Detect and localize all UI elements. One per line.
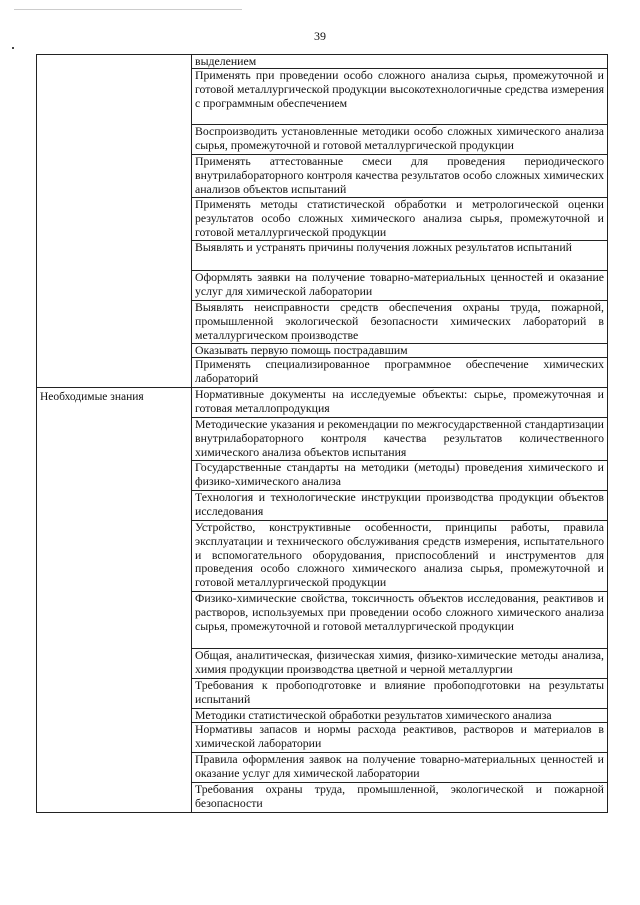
list-item: Методические указания и рекомендации по межгосударственной стандартизации внутрилабораторного контроля качества результатов количественного химического анализа объектов испытания (192, 418, 607, 461)
skills-list (192, 55, 608, 388)
list-item: Государственные стандарты на методики (методы) проведения химического и физико-химического анализа (192, 461, 607, 491)
list-item: Нормативы запасов и нормы расхода реактивов, растворов и материалов в химической лаборатории (192, 723, 607, 753)
list-item: Воспроизводить установленные методики особо сложных химического анализа сырья, промежуточной и готовой металлургической продукции (192, 125, 607, 155)
list-item: Устройство, конструктивные особенности, принципы работы, правила эксплуатации и технического обслуживания средств измерения, испытательного и вспомогательного оборудования, приспособлений и инструментов для проведения особо сложного химического анализа сырья, промежуточной и готовой металлургической продукции (192, 521, 607, 592)
table-row-knowledge (37, 388, 608, 813)
page-number: 39 (314, 29, 326, 43)
competency-table (36, 54, 608, 813)
list-item: Физико-химические свойства, токсичность объектов исследования, реактивов и растворов, используемых при проведении особо сложного химического анализа сырья, промежуточной и готовой металлургической продукции (192, 592, 607, 649)
list-item: Технология и технологические инструкции производства продукции объектов исследования (192, 491, 607, 521)
list-item: Применять методы статистической обработки и метрологической оценки результатов особо сложных химического анализа сырья, промежуточной и готовой металлургической продукции (192, 198, 607, 241)
row-label (37, 55, 192, 388)
list-item: Применять аттестованные смеси для проведения периодического внутрилабораторного контроля качества результатов особо сложных химических анализов объектов испытаний (192, 155, 607, 198)
list-item: Применять специализированное программное обеспечение химических лабораторий (195, 357, 604, 385)
list-item: Выявлять неисправности средств обеспечения охраны труда, пожарной, промышленной экологической безопасности химических лабораторий в металлургическом производстве (192, 301, 607, 344)
list-item: Оказывать первую помощь пострадавшим (192, 344, 607, 358)
list-item: Методики статистической обработки результатов химического анализа (192, 709, 607, 723)
list-item: Нормативные документы на исследуемые объекты: сырье, промежуточная и готовая металлопродукция (192, 388, 607, 418)
list-item: Общая, аналитическая, физическая химия, физико-химические методы анализа, химия продукции производства цветной и черной металлургии (192, 649, 607, 679)
list-item: Оформлять заявки на получение товарно-материальных ценностей и оказание услуг для химической лаборатории (192, 271, 607, 301)
scan-artifact-dot (12, 47, 14, 49)
table-row-skills (37, 55, 608, 388)
list-item: выделением (192, 55, 607, 69)
scan-artifact-line (14, 9, 242, 10)
knowledge-list (192, 388, 608, 813)
list-item: Правила оформления заявок на получение товарно-материальных ценностей и оказание услуг для химической лаборатории (192, 753, 607, 783)
list-item: Требования к пробоподготовке и влияние пробоподготовки на результаты испытаний (192, 679, 607, 709)
list-item: Выявлять и устранять причины получения ложных результатов испытаний (192, 241, 607, 271)
list-item: Применять при проведении особо сложного анализа сырья, промежуточной и готовой металлургической продукции высокотехнологичные средства измерения с программным обеспечением (192, 69, 607, 125)
list-item: Требования охраны труда, промышленной, экологической и пожарной безопасности (195, 782, 604, 810)
row-label: Необходимые знания (37, 388, 192, 813)
